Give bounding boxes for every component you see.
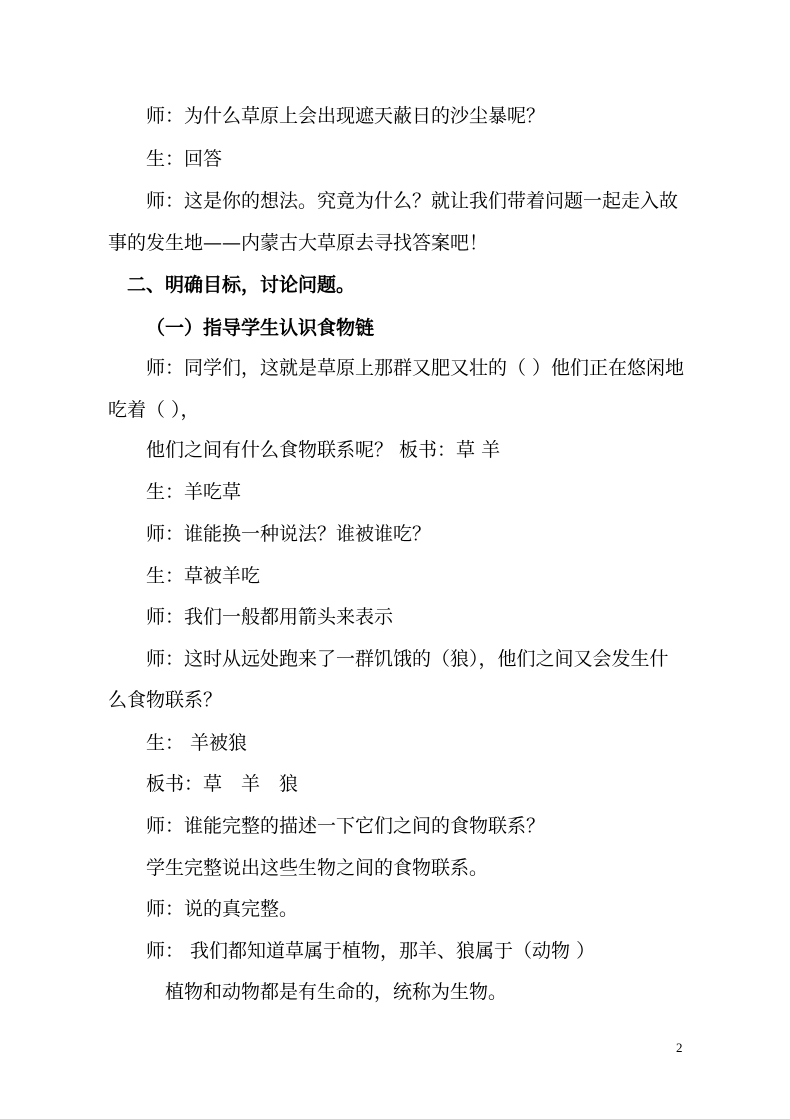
line-1: 师：为什么草原上会出现遮天蔽日的沙尘暴呢？ [146,105,546,127]
line-15: 么食物联系？ [108,689,223,711]
line-10: 生：羊吃草 [146,481,242,503]
line-19: 学生完整说出这些生物之间的食物联系。 [146,857,489,879]
line-20: 师：说的真完整。 [146,898,299,920]
line-17: 板书：草 羊 狼 [146,773,299,795]
line-18: 师：谁能完整的描述一下它们之间的食物联系？ [146,815,546,837]
line-7: 师：同学们，这就是草原上那群又肥又壮的（ ）他们正在悠闲地 [146,357,685,379]
line-21: 师： 我们都知道草属于植物，那羊、狼属于（动物 ） [146,940,596,962]
line-16: 生： 羊被狼 [146,732,248,754]
subsection-heading: （一）指导学生认识食物链 [146,317,375,339]
line-12: 生：草被羊吃 [146,565,261,587]
line-8: 吃着（ ）， [108,399,200,421]
line-14: 师：这时从远处跑来了一群饥饿的（狼），他们之间又会发生什 [146,648,669,670]
line-13: 师：我们一般都用箭头来表示 [146,606,394,628]
line-3: 师：这是你的想法。究竟为什么？就让我们带着问题一起走入故 [146,190,679,212]
line-4: 事的发生地——内蒙古大草原去寻找答案吧！ [108,232,489,254]
line-2: 生：回答 [146,148,223,170]
line-11: 师：谁能换一种说法？谁被谁吃？ [146,523,432,545]
section-heading: 二、明确目标，讨论问题。 [127,274,356,296]
line-9: 他们之间有什么食物联系呢？ 板书：草 羊 [146,439,501,461]
page-number: 2 [676,1040,683,1055]
line-22: 植物和动物都是有生命的，统称为生物。 [165,981,508,1003]
